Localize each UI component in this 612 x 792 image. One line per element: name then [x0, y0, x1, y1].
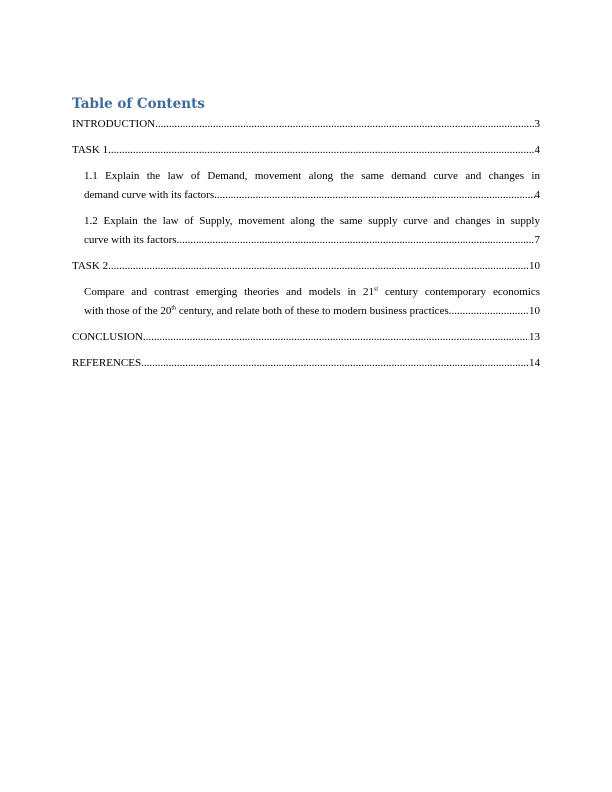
toc-entry-label: TASK 2 — [72, 260, 109, 272]
superscript: th — [171, 305, 177, 312]
toc-entry-label: INTRODUCTION — [72, 118, 156, 130]
toc-entry-introduction[interactable] — [72, 115, 540, 134]
superscript: st — [374, 286, 379, 293]
leader-dots — [108, 257, 529, 276]
toc-page-number: 4 — [534, 189, 540, 201]
toc-page-number: 14 — [529, 357, 540, 369]
toc-entry-label: CONCLUSION — [72, 331, 143, 343]
toc-page-number: 4 — [534, 144, 540, 156]
toc-page-number: 3 — [534, 118, 540, 130]
toc-entry-conclusion[interactable] — [72, 328, 540, 347]
toc-page-number: 7 — [534, 234, 540, 246]
leader-dots — [449, 302, 529, 321]
toc-entry-text-line — [84, 283, 540, 302]
table-of-contents — [72, 96, 540, 380]
toc-entry-text-line: demand curve with its factors — [84, 189, 215, 201]
leader-dots — [177, 231, 535, 250]
toc-entry-1-2[interactable] — [84, 212, 540, 250]
text-segment: century contemporary economics — [378, 286, 540, 298]
leader-dots — [155, 115, 534, 134]
toc-entry-task-1[interactable] — [72, 141, 540, 160]
leader-dots — [108, 141, 534, 160]
text-segment: with those of the 20 — [84, 305, 172, 317]
toc-entry-text-line — [84, 302, 449, 321]
toc-entry-label: TASK 1 — [72, 144, 109, 156]
leader-dots — [214, 186, 534, 205]
text-segment: century, and relate both of these to modern business practices — [176, 305, 449, 317]
toc-title: Table of Contents — [72, 96, 205, 112]
toc-entry-text-line: 1.2 Explain the law of Supply, movement along the same supply curve and changes in supply — [84, 215, 540, 227]
toc-page-number: 13 — [529, 331, 540, 343]
toc-entry-label: REFERENCES — [72, 357, 142, 369]
toc-page-number: 10 — [529, 305, 540, 317]
leader-dots — [143, 328, 529, 347]
text-segment: Compare and contrast emerging theories and models in 21 — [84, 286, 375, 298]
toc-entry-1-1[interactable] — [84, 167, 540, 205]
toc-entry-text-line: curve with its factors — [84, 234, 177, 246]
toc-page-number: 10 — [529, 260, 540, 272]
toc-entry-task-2[interactable] — [72, 257, 540, 276]
toc-entry-text-line: 1.1 Explain the law of Demand, movement along the same demand curve and changes in — [84, 170, 540, 182]
toc-entry-references[interactable] — [72, 354, 540, 373]
toc-entry-task-2-compare[interactable] — [84, 283, 540, 321]
leader-dots — [141, 354, 529, 373]
